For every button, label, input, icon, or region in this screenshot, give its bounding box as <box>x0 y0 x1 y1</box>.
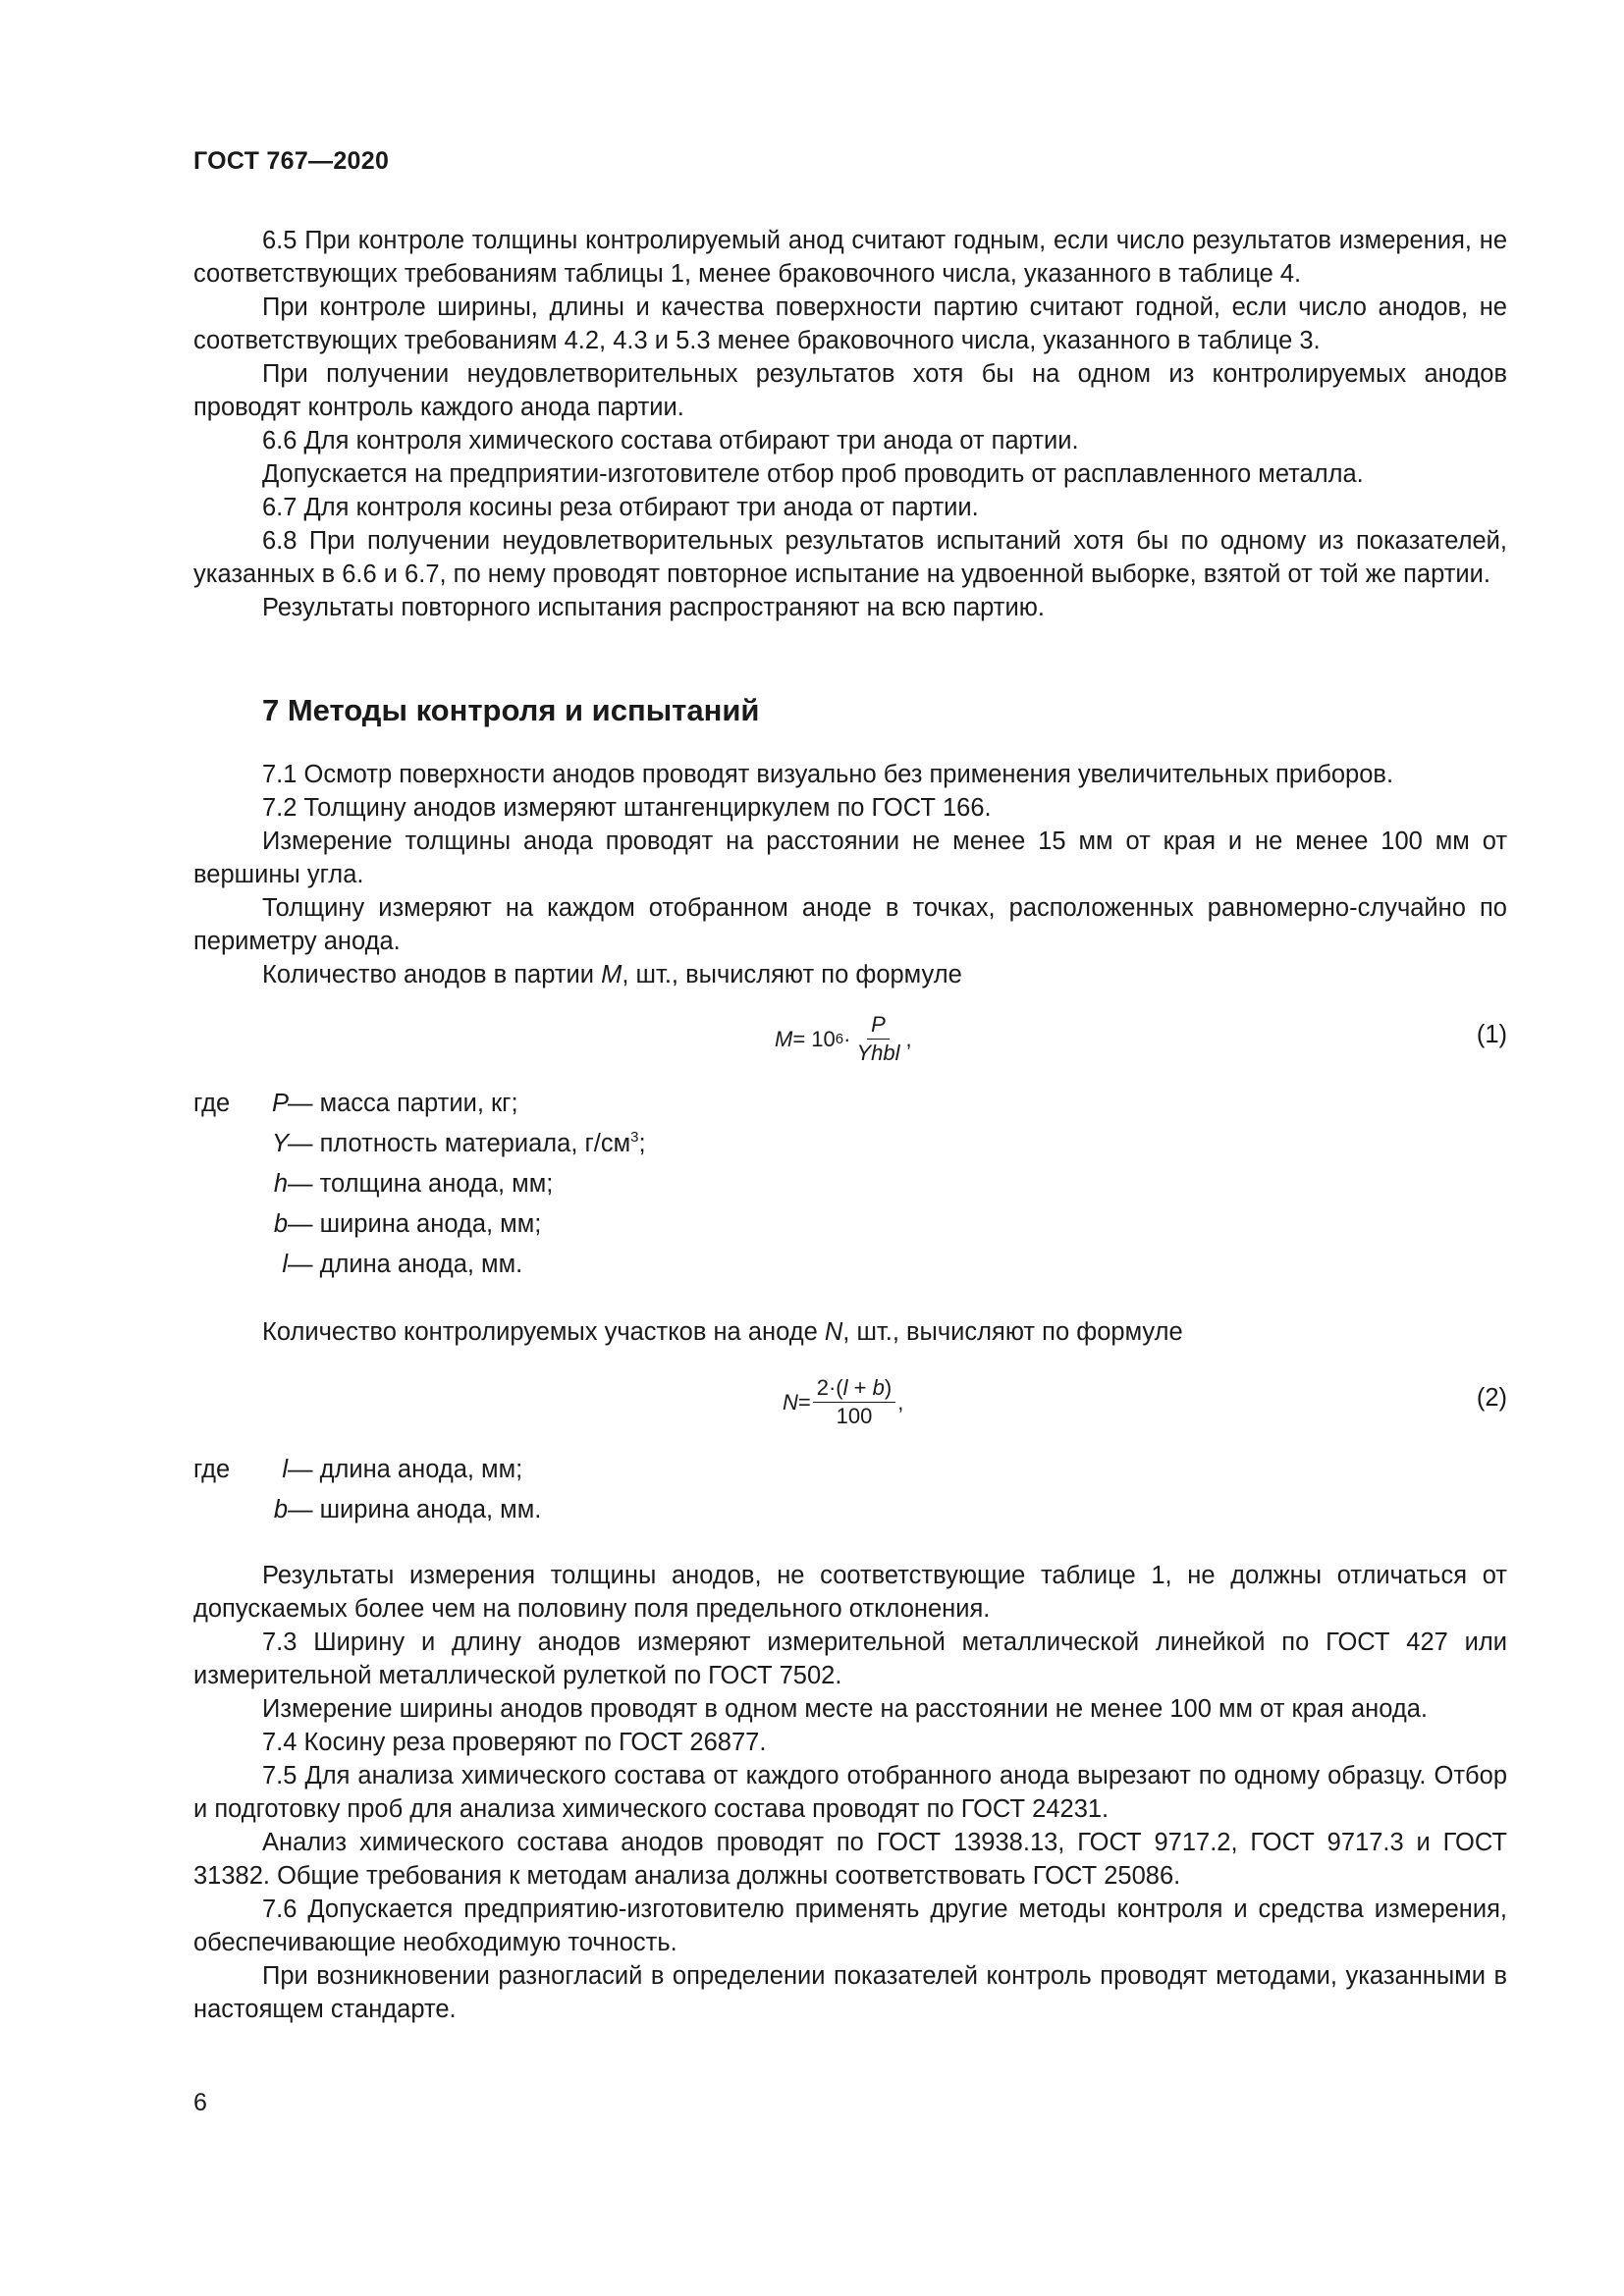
paragraph: Допускается на предприятии-изготовителе отбор проб проводить от расплавленного металла. <box>262 460 1364 488</box>
formula-2: N = $\frac{2\cdot(l + b)}{100}$ , <box>783 1375 904 1428</box>
paragraph: 6.8 При получении неудовлетворительных результатов испытаний хотя бы по одному из показателей, указанных в 6.6 и 6.7, по нему проводят повторное испытание на удвоенной выборке, взятой от той же партии. <box>193 527 1507 588</box>
formula-1-row <box>193 1013 1507 1072</box>
paragraph: Измерение ширины анодов проводят в одном месте на расстоянии не менее 100 мм от края анода. <box>262 1695 1428 1723</box>
paragraph: При получении неудовлетворительных результатов хотя бы на одном из контролируемых анодов проводят контроль каждого анода партии. <box>193 360 1507 421</box>
formula-1: M = 10 6 · $\frac{P}{\text{Yhbl}}$ , <box>775 1012 912 1065</box>
page-number: 6 <box>193 2089 207 2116</box>
section-heading: 7 Методы контроля и испытаний <box>262 693 760 727</box>
paragraphs-section-7-part1 <box>193 758 1507 991</box>
paragraph: 7.5 Для анализа химического состава от каждого отобранного анода вырезают по одному образцу. Отбор и подготовку проб для анализа химического состава проводят по ГОСТ 24231. <box>193 1762 1507 1823</box>
where-row: Y — плотность материала, $г/см^3$; <box>272 1129 646 1157</box>
document-header: ГОСТ 767—2020 <box>193 147 390 175</box>
paragraphs-section-7-part2 <box>193 1559 1507 2026</box>
where-row: где l — длина анода, мм; <box>193 1453 1507 1493</box>
formula-2-intro-block <box>193 1315 1507 1349</box>
where-row: где P — масса партии, кг; <box>193 1087 1507 1127</box>
where-list-2 <box>193 1453 1507 1533</box>
formula-intro: Количество анодов в партии M, шт., вычисляют по формуле <box>262 961 962 988</box>
formula-number: (1) <box>1476 1021 1507 1048</box>
fraction: $\frac{P}{\text{Yhbl}}$ <box>856 1012 900 1065</box>
where-list-1 <box>193 1087 1507 1288</box>
paragraph: Результаты измерения толщины анодов, не соответствующие таблице 1, не должны отличаться от допускаемых более чем на половину поля предельного отклонения. <box>193 1562 1507 1623</box>
paragraphs-section-6 <box>193 224 1507 624</box>
formula-intro: Количество контролируемых участков на аноде N, шт., вычисляют по формуле <box>262 1318 1183 1346</box>
paragraph: Анализ химического состава анодов проводят по ГОСТ 13938.13, ГОСТ 9717.2, ГОСТ 9717.3 и ГОСТ 31382. Общие требования к методам анализа должны соответствовать ГОСТ 25086. <box>193 1829 1507 1890</box>
paragraph: При контроле ширины, длины и качества поверхности партию считают годной, если число анодов, не соответствующих требованиям 4.2, 4.3 и 5.3 менее браковочного числа, указанного в таблице 3. <box>193 294 1507 354</box>
paragraph: Измерение толщины анода проводят на расстоянии не менее 15 мм от края и не менее 100 мм от вершины угла. <box>193 828 1507 888</box>
fraction: $\frac{2\cdot(l + b)}{100}$ <box>813 1376 895 1428</box>
paragraph: Толщину измеряют на каждом отобранном аноде в точках, расположенных равномерно-случайно по периметру анода. <box>193 894 1507 955</box>
paragraph: При возникновении разногласий в определении показателей контроль проводят методами, указанными в настоящем стандарте. <box>193 1962 1507 2023</box>
paragraph: 7.4 Косину реза проверяют по ГОСТ 26877. <box>262 1729 767 1756</box>
where-row: h — толщина анода, мм; <box>273 1170 554 1198</box>
paragraph: 7.3 Ширину и длину анодов измеряют измерительной металлической линейкой по ГОСТ 427 или измерительной металлической рулеткой по ГОСТ 7502. <box>193 1629 1507 1689</box>
where-row: b — ширина анода, мм. <box>273 1496 542 1523</box>
where-row: b — ширина анода, мм; <box>273 1210 542 1238</box>
paragraph: 7.2 Толщину анодов измеряют штангенциркулем по ГОСТ 166. <box>262 794 992 822</box>
paragraph: 6.6 Для контроля химического состава отбирают три анода от партии. <box>262 427 1079 454</box>
formula-number: (2) <box>1476 1384 1507 1412</box>
where-label: где <box>193 1456 231 1483</box>
paragraph: Результаты повторного испытания распространяют на всю партию. <box>262 594 1045 621</box>
paragraph: 7.6 Допускается предприятию-изготовителю применять другие методы контроля и средства измерения, обеспечивающие необходимую точность. <box>193 1896 1507 1956</box>
where-row: l — длина анода, мм. <box>282 1251 523 1278</box>
paragraph: 7.1 Осмотр поверхности анодов проводят визуально без применения увеличительных приборов. <box>262 761 1394 788</box>
paragraph: 6.5 При контроле толщины контролируемый анод считают годным, если число результатов измерения, не соответствующих требованиям таблицы 1, менее браковочного числа, указанного в таблице 4. <box>193 227 1507 288</box>
where-label: где <box>193 1090 231 1117</box>
formula-2-row <box>193 1376 1507 1435</box>
paragraph: 6.7 Для контроля косины реза отбирают три анода от партии. <box>262 494 979 521</box>
